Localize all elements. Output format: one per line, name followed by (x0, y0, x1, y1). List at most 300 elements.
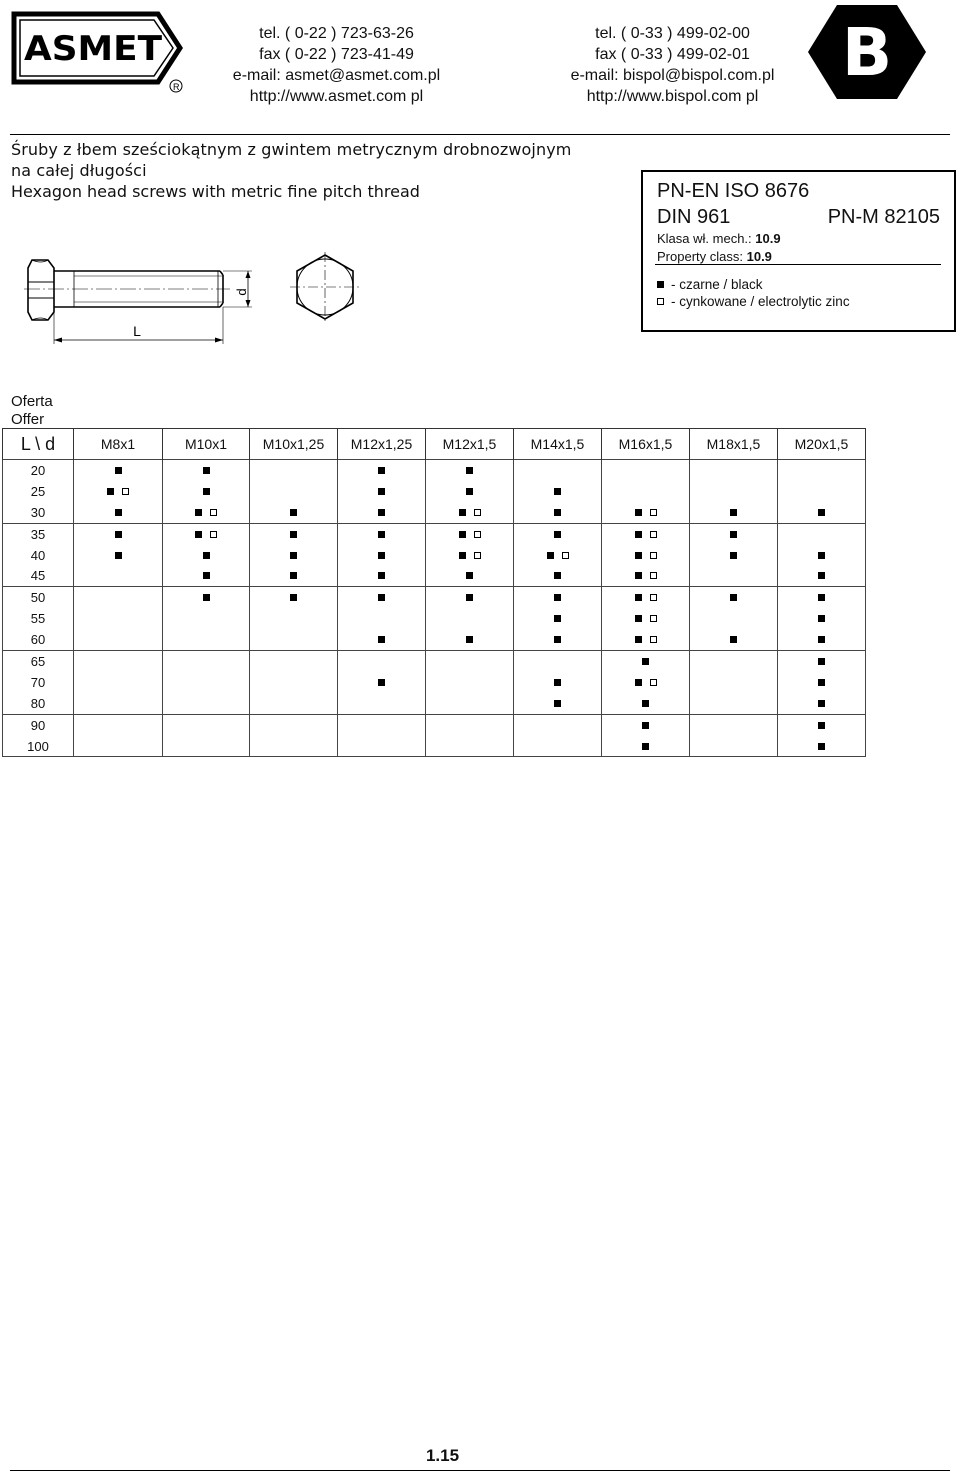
white-square-icon (650, 594, 657, 601)
asmet-email[interactable]: e-mail: asmet@asmet.com.pl (232, 67, 441, 84)
availability-cell (250, 693, 338, 714)
black-square-icon (378, 679, 385, 686)
length-cell: 55 (3, 608, 74, 629)
black-square-icon (818, 679, 825, 686)
black-square-icon (730, 552, 737, 559)
black-square-icon (203, 488, 210, 495)
availability-cell (514, 714, 602, 735)
black-square-icon (554, 679, 561, 686)
length-cell: 35 (3, 523, 74, 544)
black-square-icon (203, 594, 210, 601)
asmet-website[interactable]: http://www.asmet.com pl (249, 88, 424, 105)
white-square-icon (650, 636, 657, 643)
table-row (3, 736, 866, 757)
dimension-d-label: d (234, 288, 249, 296)
availability-cell (778, 523, 866, 544)
white-square-icon (650, 531, 657, 538)
white-square-icon (562, 552, 569, 559)
table-row (3, 545, 866, 566)
availability-cell (74, 651, 163, 672)
availability-cell (514, 460, 602, 481)
availability-cell (163, 565, 250, 586)
table-row (3, 672, 866, 693)
black-square-icon (203, 467, 210, 474)
black-square-icon (378, 509, 385, 516)
bispol-tel: tel. ( 0-33 ) 499-02-00 (595, 25, 750, 42)
column-header: M10x1 (163, 429, 250, 460)
availability-cell (74, 587, 163, 608)
white-square-icon (650, 509, 657, 516)
dimension-l-label: L (133, 323, 141, 339)
availability-cell (163, 629, 250, 650)
length-cell: 20 (3, 460, 74, 481)
availability-cell (74, 736, 163, 757)
availability-cell (778, 651, 866, 672)
availability-cell (690, 460, 778, 481)
availability-cell (250, 502, 338, 523)
availability-cell (778, 587, 866, 608)
availability-cell (514, 693, 602, 714)
availability-cell (426, 523, 514, 544)
availability-cell (426, 714, 514, 735)
corner-header: L \ d (3, 429, 74, 460)
offer-label-en: Offer (11, 411, 45, 428)
availability-cell (602, 587, 690, 608)
black-square-icon (107, 488, 114, 495)
availability-cell (602, 523, 690, 544)
class-polish-value: 10.9 (755, 231, 781, 246)
column-header: M20x1,5 (778, 429, 866, 460)
table-row (3, 587, 866, 608)
black-square-icon (290, 572, 297, 579)
availability-cell (514, 523, 602, 544)
availability-cell (426, 460, 514, 481)
availability-cell (163, 481, 250, 502)
black-square-icon (635, 615, 642, 622)
white-square-icon (474, 509, 481, 516)
availability-cell (338, 672, 426, 693)
availability-cell (514, 565, 602, 586)
availability-cell (778, 545, 866, 566)
length-cell: 70 (3, 672, 74, 693)
black-square-icon (635, 572, 642, 579)
black-square-icon (642, 658, 649, 665)
registered-mark: R (173, 82, 180, 92)
black-square-icon (554, 615, 561, 622)
black-square-icon (203, 552, 210, 559)
table-row (3, 502, 866, 523)
availability-cell (690, 587, 778, 608)
availability-cell (338, 545, 426, 566)
table-row (3, 629, 866, 650)
class-polish-label: Klasa wł. mech.: (657, 231, 752, 246)
black-square-icon (818, 636, 825, 643)
availability-cell (778, 460, 866, 481)
black-square-icon (378, 552, 385, 559)
white-square-icon (650, 552, 657, 559)
availability-cell (602, 672, 690, 693)
availability-cell (250, 608, 338, 629)
length-cell: 45 (3, 565, 74, 586)
length-cell: 40 (3, 545, 74, 566)
availability-cell (163, 460, 250, 481)
legend-black-text: - czarne / black (671, 277, 763, 292)
availability-cell (338, 565, 426, 586)
availability-cell (250, 565, 338, 586)
white-square-icon (474, 531, 481, 538)
availability-cell (338, 608, 426, 629)
availability-cell (163, 651, 250, 672)
availability-cell (426, 629, 514, 650)
availability-cell (426, 481, 514, 502)
offer-label (11, 393, 53, 429)
black-square-icon (290, 594, 297, 601)
availability-cell (74, 481, 163, 502)
black-square-icon (730, 594, 737, 601)
white-square-icon (657, 298, 664, 305)
header-row (3, 429, 866, 460)
black-square-icon (115, 531, 122, 538)
black-square-icon (203, 572, 210, 579)
length-cell: 90 (3, 714, 74, 735)
black-square-icon (290, 552, 297, 559)
black-square-icon (818, 743, 825, 750)
availability-cell (602, 608, 690, 629)
availability-cell (426, 502, 514, 523)
table-row (3, 651, 866, 672)
availability-cell (250, 523, 338, 544)
black-square-icon (378, 531, 385, 538)
table-row (3, 608, 866, 629)
availability-cell (163, 608, 250, 629)
availability-cell (426, 565, 514, 586)
length-cell: 25 (3, 481, 74, 502)
header-rule (10, 134, 950, 135)
table-row (3, 523, 866, 544)
black-square-icon (554, 636, 561, 643)
black-square-icon (818, 572, 825, 579)
bispol-contact (555, 23, 790, 107)
length-cell: 60 (3, 629, 74, 650)
availability-cell (690, 523, 778, 544)
column-header: M12x1,25 (338, 429, 426, 460)
availability-cell (690, 608, 778, 629)
availability-cell (163, 672, 250, 693)
black-square-icon (466, 572, 473, 579)
availability-cell (514, 587, 602, 608)
class-english-value: 10.9 (746, 249, 772, 264)
black-square-icon (635, 594, 642, 601)
availability-cell (690, 736, 778, 757)
availability-cell (250, 629, 338, 650)
availability-cell (690, 693, 778, 714)
asmet-logo (8, 8, 186, 96)
availability-cell (74, 693, 163, 714)
legend-zinc-text: - cynkowane / electrolytic zinc (671, 294, 850, 309)
black-square-icon (459, 552, 466, 559)
availability-cell (74, 523, 163, 544)
availability-cell (690, 481, 778, 502)
black-square-icon (290, 531, 297, 538)
availability-cell (338, 523, 426, 544)
black-square-icon (730, 636, 737, 643)
legend-black (657, 277, 763, 292)
offer-table (2, 428, 866, 757)
availability-cell (250, 672, 338, 693)
availability-cell (74, 608, 163, 629)
availability-cell (163, 502, 250, 523)
black-square-icon (554, 700, 561, 707)
bispol-logo-letter: B (841, 14, 893, 91)
availability-cell (163, 523, 250, 544)
standard-din: DIN 961 (657, 206, 731, 228)
length-cell: 50 (3, 587, 74, 608)
white-square-icon (122, 488, 129, 495)
availability-cell (338, 629, 426, 650)
white-square-icon (210, 531, 217, 538)
black-square-icon (730, 531, 737, 538)
availability-cell (338, 481, 426, 502)
availability-cell (602, 481, 690, 502)
offer-table-header (3, 429, 866, 460)
black-square-icon (642, 700, 649, 707)
standard-iso: PN-EN ISO 8676 (657, 180, 810, 202)
availability-cell (163, 587, 250, 608)
black-square-icon (818, 722, 825, 729)
availability-cell (778, 565, 866, 586)
availability-cell (602, 502, 690, 523)
title-english: Hexagon head screws with metric fine pitch thread (11, 182, 420, 201)
length-cell: 100 (3, 736, 74, 757)
offer-table-body (3, 460, 866, 757)
white-square-icon (474, 552, 481, 559)
white-square-icon (650, 572, 657, 579)
availability-cell (514, 629, 602, 650)
black-square-icon (554, 572, 561, 579)
availability-cell (426, 693, 514, 714)
table-row (3, 481, 866, 502)
availability-cell (338, 587, 426, 608)
white-square-icon (210, 509, 217, 516)
table-row (3, 693, 866, 714)
availability-cell (514, 608, 602, 629)
black-square-icon (466, 594, 473, 601)
availability-cell (602, 545, 690, 566)
black-square-icon (466, 467, 473, 474)
column-header: M8x1 (74, 429, 163, 460)
offer-label-pl: Oferta (11, 393, 53, 410)
black-square-icon (459, 509, 466, 516)
black-square-icon (115, 552, 122, 559)
availability-cell (163, 736, 250, 757)
length-cell: 30 (3, 502, 74, 523)
standard-pnm: PN-M 82105 (827, 206, 940, 228)
black-square-icon (378, 572, 385, 579)
availability-cell (690, 545, 778, 566)
white-square-icon (650, 615, 657, 622)
black-square-icon (635, 679, 642, 686)
availability-cell (250, 651, 338, 672)
table-row (3, 714, 866, 735)
black-square-icon (115, 509, 122, 516)
availability-cell (426, 736, 514, 757)
black-square-icon (115, 467, 122, 474)
white-square-icon (650, 679, 657, 686)
column-header: M18x1,5 (690, 429, 778, 460)
black-square-icon (818, 658, 825, 665)
availability-cell (690, 714, 778, 735)
availability-cell (74, 672, 163, 693)
black-square-icon (378, 467, 385, 474)
availability-cell (602, 651, 690, 672)
black-square-icon (642, 743, 649, 750)
footer-rule (10, 1470, 950, 1471)
availability-cell (690, 502, 778, 523)
black-square-icon (818, 552, 825, 559)
column-header: M12x1,5 (426, 429, 514, 460)
availability-cell (690, 629, 778, 650)
black-square-icon (818, 594, 825, 601)
table-row (3, 565, 866, 586)
availability-cell (602, 736, 690, 757)
availability-cell (514, 545, 602, 566)
availability-cell (514, 651, 602, 672)
availability-cell (74, 460, 163, 481)
column-header: M10x1,25 (250, 429, 338, 460)
availability-cell (338, 736, 426, 757)
black-square-icon (547, 552, 554, 559)
legend-zinc (657, 294, 850, 309)
availability-cell (514, 672, 602, 693)
title-polish-line2: na całej długości (11, 161, 147, 180)
availability-cell (426, 608, 514, 629)
availability-cell (426, 545, 514, 566)
availability-cell (690, 565, 778, 586)
black-square-icon (642, 722, 649, 729)
availability-cell (74, 502, 163, 523)
availability-cell (250, 481, 338, 502)
title-polish-line1: Śruby z łbem sześciokątnym z gwintem metrycznym drobnozwojnym (11, 140, 572, 159)
availability-cell (778, 693, 866, 714)
availability-cell (778, 481, 866, 502)
availability-cell (74, 629, 163, 650)
availability-cell (426, 587, 514, 608)
availability-cell (778, 502, 866, 523)
availability-cell (338, 693, 426, 714)
page-number: 1.15 (425, 1446, 460, 1465)
asmet-contact (224, 23, 449, 107)
availability-cell (514, 502, 602, 523)
availability-cell (602, 460, 690, 481)
availability-cell (338, 502, 426, 523)
availability-cell (778, 608, 866, 629)
availability-cell (426, 651, 514, 672)
black-square-icon (818, 700, 825, 707)
length-cell: 80 (3, 693, 74, 714)
availability-cell (338, 714, 426, 735)
black-square-icon (635, 636, 642, 643)
length-cell: 65 (3, 651, 74, 672)
black-square-icon (378, 488, 385, 495)
availability-cell (778, 714, 866, 735)
bispol-fax: fax ( 0-33 ) 499-02-01 (595, 46, 750, 63)
black-square-icon (195, 509, 202, 516)
black-square-icon (635, 509, 642, 516)
availability-cell (338, 651, 426, 672)
black-square-icon (818, 615, 825, 622)
black-square-icon (459, 531, 466, 538)
availability-cell (778, 672, 866, 693)
column-header: M14x1,5 (514, 429, 602, 460)
column-header: M16x1,5 (602, 429, 690, 460)
availability-cell (163, 545, 250, 566)
availability-cell (250, 545, 338, 566)
availability-cell (602, 714, 690, 735)
black-square-icon (657, 281, 664, 288)
availability-cell (74, 714, 163, 735)
availability-cell (690, 651, 778, 672)
standards-divider (655, 264, 941, 265)
black-square-icon (378, 636, 385, 643)
availability-cell (514, 736, 602, 757)
availability-cell (514, 481, 602, 502)
black-square-icon (378, 594, 385, 601)
bispol-website[interactable]: http://www.bispol.com pl (586, 88, 759, 105)
availability-cell (602, 693, 690, 714)
availability-cell (250, 736, 338, 757)
table-row (3, 460, 866, 481)
black-square-icon (635, 552, 642, 559)
black-square-icon (554, 488, 561, 495)
availability-cell (602, 629, 690, 650)
availability-cell (163, 693, 250, 714)
asmet-fax: fax ( 0-22 ) 723-41-49 (259, 46, 414, 63)
availability-cell (602, 565, 690, 586)
availability-cell (250, 460, 338, 481)
availability-cell (74, 545, 163, 566)
availability-cell (74, 565, 163, 586)
black-square-icon (554, 509, 561, 516)
availability-cell (250, 587, 338, 608)
black-square-icon (554, 594, 561, 601)
screw-drawing (20, 248, 270, 348)
black-square-icon (818, 509, 825, 516)
black-square-icon (290, 509, 297, 516)
standards-box (641, 170, 956, 332)
availability-cell (426, 672, 514, 693)
availability-cell (690, 672, 778, 693)
availability-cell (163, 714, 250, 735)
black-square-icon (554, 531, 561, 538)
hex-head-view (290, 252, 360, 322)
black-square-icon (730, 509, 737, 516)
bispol-email[interactable]: e-mail: bispol@bispol.com.pl (570, 67, 775, 84)
black-square-icon (466, 488, 473, 495)
black-square-icon (195, 531, 202, 538)
class-english-label: Property class: (657, 249, 743, 264)
class-english (657, 249, 772, 264)
availability-cell (338, 460, 426, 481)
availability-cell (778, 629, 866, 650)
black-square-icon (635, 531, 642, 538)
class-polish (657, 231, 781, 246)
asmet-logo-text: ASMET (24, 29, 163, 69)
availability-cell (778, 736, 866, 757)
availability-cell (250, 714, 338, 735)
bispol-logo (806, 3, 928, 101)
black-square-icon (466, 636, 473, 643)
asmet-tel: tel. ( 0-22 ) 723-63-26 (259, 25, 414, 42)
